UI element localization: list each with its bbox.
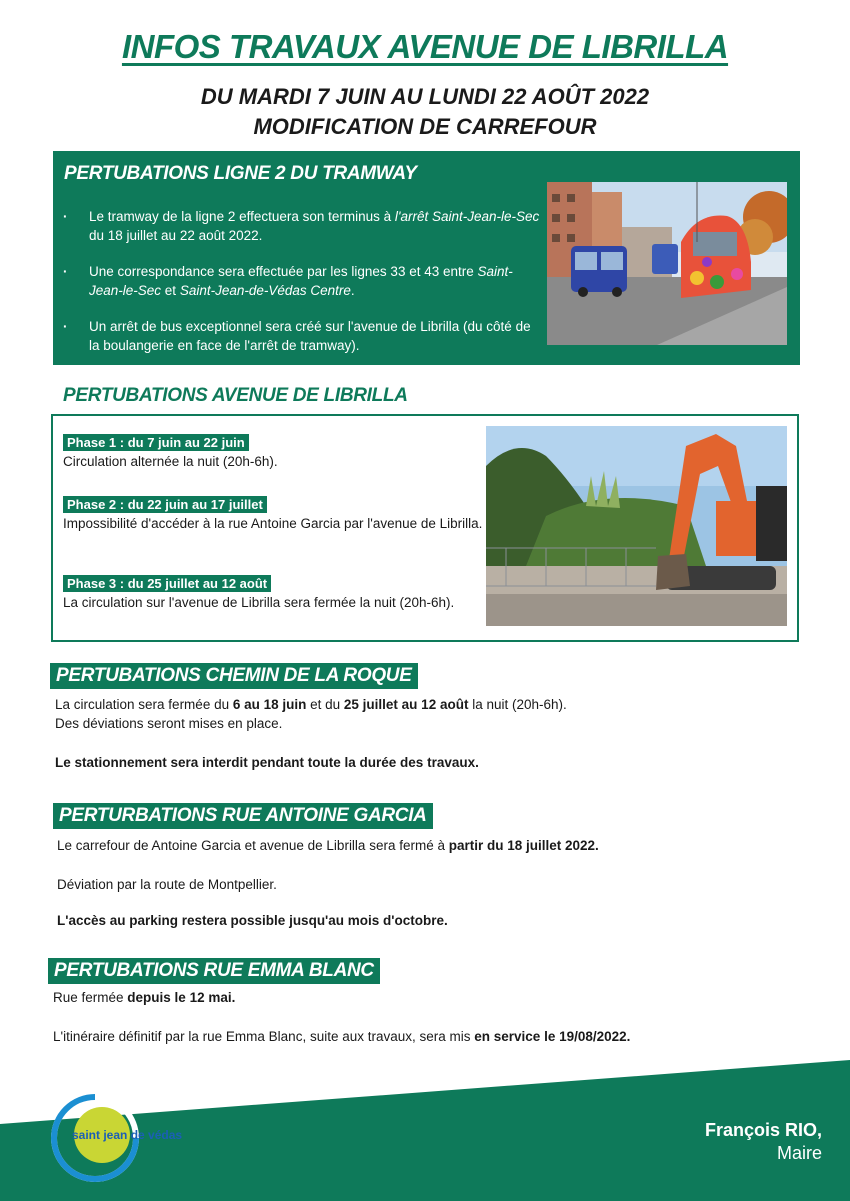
tram-bullet-2: · Une correspondance sera effectuée par les lignes 33 et 43 entre Saint-Jean-le-Sec et Saint-Jean-de-Védas Centre. [63,262,543,300]
roque-text: La circulation sera fermée du 6 au 18 juin et du 25 juillet au 12 août la nuit (20h-6h). Des déviations seront mises en place. [55,697,567,731]
garcia-text-2: Déviation par la route de Montpellier. [57,877,277,892]
signature-block [705,1120,822,1164]
mayor-name: François RIO, [704,1120,822,1140]
phase-2-text: Impossibilité d'accéder à la rue Antoine Garcia par l'avenue de Librilla. [63,516,483,531]
excavator-photo [486,426,787,626]
tram-bullets [63,207,543,372]
phase-3 [63,575,483,612]
phase-3-tag: Phase 3 : du 25 juillet au 12 août [63,575,271,592]
tram-heading: PERTUBATIONS LIGNE 2 DU TRAMWAY [64,163,417,184]
phase-1 [63,434,483,471]
phase-2 [63,496,483,533]
emma-text-2: L'itinéraire définitif par la rue Emma Blanc, suite aux travaux, sera mis en service le 19/08/2022. [53,1029,631,1044]
phase-2-tag: Phase 2 : du 22 juin au 17 juillet [63,496,267,513]
mayor-role: Maire [776,1143,822,1163]
garcia-text-1: Le carrefour de Antoine Garcia et avenue de Librilla sera fermé à partir du 18 juillet 2022. [57,838,599,853]
garcia-heading: PERTURBATIONS RUE ANTOINE GARCIA [53,803,433,829]
tram-section [53,151,800,365]
phase-1-text: Circulation alternée la nuit (20h-6h). [63,454,278,469]
garcia-text-3: L'accès au parking restera possible jusqu'au mois d'octobre. [57,913,448,928]
tram-photo [547,182,787,345]
tram-bullet-1: · Le tramway de la ligne 2 effectuera son terminus à l'arrêt Saint-Jean-le-Sec du 18 juillet au 22 août 2022. [63,207,543,245]
subject-line: MODIFICATION DE CARREFOUR [253,114,597,139]
roque-heading: PERTUBATIONS CHEMIN DE LA ROQUE [50,663,418,689]
phase-3-text: La circulation sur l'avenue de Librilla sera fermée la nuit (20h-6h). [63,595,455,610]
town-logo [50,1093,250,1183]
emma-text-1: Rue fermée depuis le 12 mai. [53,990,236,1005]
tram-bullet-3: · Un arrêt de bus exceptionnel sera créé sur l'avenue de Librilla (du côté de la boulangerie en face de l'arrêt de tramway). [63,317,543,355]
page-title: INFOS TRAVAUX AVENUE DE LIBRILLA [121,28,729,65]
phase-1-tag: Phase 1 : du 7 juin au 22 juin [63,434,249,451]
emma-heading: PERTUBATIONS RUE EMMA BLANC [48,958,380,984]
date-range: DU MARDI 7 JUIN AU LUNDI 22 AOÛT 2022 [200,84,650,109]
roque-parking-note: Le stationnement sera interdit pendant toute la durée des travaux. [55,755,479,770]
logo-text: saint jean de védas [72,1128,183,1142]
avenue-heading: PERTUBATIONS AVENUE DE LIBRILLA [63,385,408,406]
avenue-section [51,414,799,642]
